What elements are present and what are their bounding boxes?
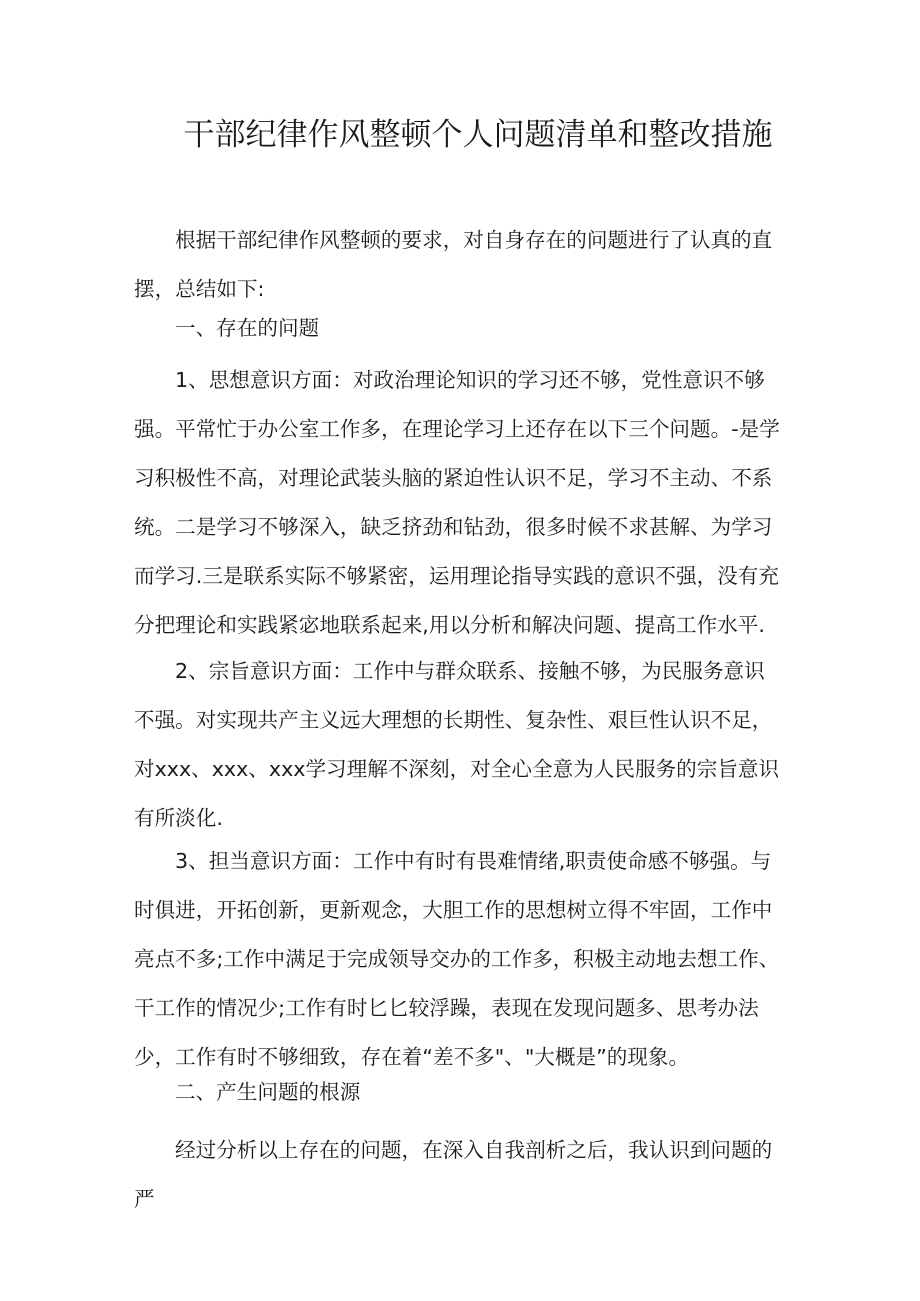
section-heading-root-causes: 二、产生问题的根源 [175,1080,361,1104]
problem-item-ideology: 1、思想意识方面：对政治理论知识的学习还不够，党性意识不够强。平常忙于办公室工作多，在理论学习上还存在以下三个问题。-是学习积极性不高，对理论武装头脑的紧迫性认识不足，学习不主动、不系统。二是学习不够深入，缺乏挤劲和钻劲，很多时候不求甚解、为学习而学习.三是联系实际不够紧密，运用理论指导实践的意识不强，没有充分把理论和实践紧宓地联系起来,用以分析和解决问题、提高工作水平. [134,368,780,637]
problem-item-purpose: 2、宗旨意识方面：工作中与群众联系、接触不够，为民服务意识不强。对实现共产主义远大理想的长期性、复杂性、艰巨性认识不足，对xxx、xxx、xxx学习理解不深刻，对全心全意为人民服务的宗旨意识有所淡化. [134,659,780,830]
document-title: 干部纪律作风整顿个人问题清单和整改措施 [183,117,773,153]
section-heading-existing-problems: 一、存在的问题 [175,316,320,340]
problem-item-responsibility: 3、担当意识方面：工作中有时有畏难情绪,职责使命感不够强。与时俱进，开拓创新，更新观念，大胆工作的思想树立得不牢固，工作中亮点不多;工作中满足于完成领导交办的工作多，积极主动地去想工作、干工作的情况少;工作有时匕匕较浮躁，表现在发现问题多、思考办法少，工作有时不够细致，存在着“差不多"、"大概是”的现象。 [134,849,780,1069]
analysis-paragraph: 经过分析以上存在的问题，在深入自我剖析之后，我认识到问题的严 [134,1138,773,1211]
intro-paragraph: 根据干部纪律作风整顿的要求，对自身存在的问题进行了认真的直摆，总结如下: [134,228,773,301]
